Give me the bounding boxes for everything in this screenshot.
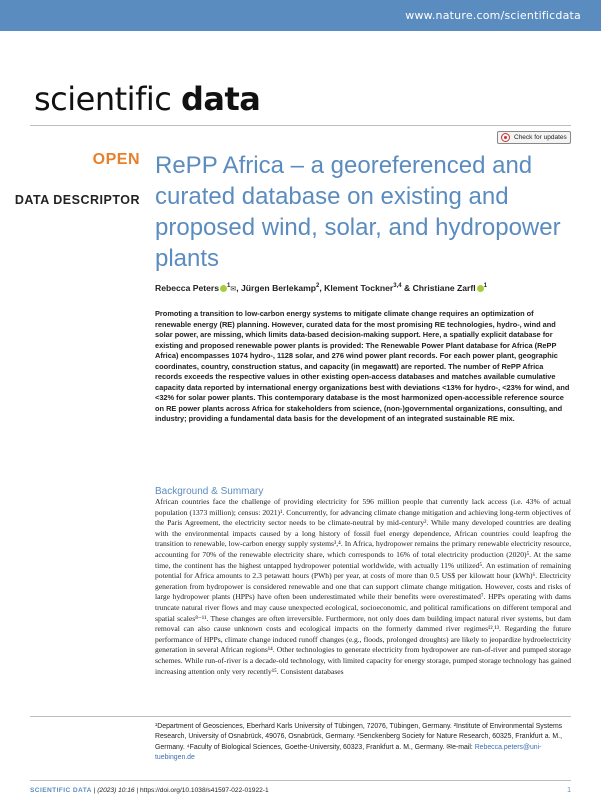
author (241, 283, 324, 293)
author-separator: & (401, 283, 413, 293)
journal-masthead (34, 80, 260, 118)
author-separator: , (319, 283, 325, 293)
check-for-updates-label: Check for updates (514, 134, 567, 141)
corresponding-email-link[interactable]: Rebecca.peters@uni-tuebingen.de (155, 743, 542, 761)
check-for-updates-button[interactable] (497, 131, 571, 144)
author-affiliation-number: 3,4 (393, 283, 402, 290)
open-access-label: OPEN (92, 151, 140, 168)
author-separator: , (236, 283, 242, 293)
author (155, 283, 241, 293)
author-name: Christiane Zarfl (412, 283, 476, 293)
affiliations (155, 722, 571, 763)
orcid-icon[interactable] (477, 285, 484, 292)
author-name: Jürgen Berlekamp (241, 283, 317, 293)
footer-doi-link[interactable]: | https://doi.org/10.1038/s41597-022-01922-1 (134, 787, 269, 794)
author (324, 283, 412, 293)
article-type-label: DATA DESCRIPTOR (14, 193, 140, 207)
envelope-icon[interactable]: ✉ (230, 286, 237, 293)
author-affiliation-number: 1 (227, 283, 231, 290)
crossmark-icon (501, 133, 510, 142)
orcid-icon[interactable] (220, 285, 227, 292)
section-heading: Background & Summary (155, 486, 264, 497)
author (413, 283, 487, 293)
footer-citation (30, 787, 269, 794)
affiliations-text: ¹Department of Geosciences, Eberhard Karls University of Tübingen, 72076, Tübingen, Germany. ²Institute of Environmental Systems Research, University of Osnabrück, 49076, Osnabrück, Germany. ³Senckenberg Society for Nature Research, 60325, Frankfurt a. M., Germany. ⁴Faculty of Biological Sciences, Goethe-University, 60323, Frankfurt a. M., Germany. ✉e-mail: (155, 723, 563, 751)
author-name: Klement Tockner (324, 283, 394, 293)
author-affiliation-number: 2 (316, 283, 320, 290)
page-number: 1 (567, 787, 571, 794)
abstract: Promoting a transition to low-carbon energy systems to mitigate climate change requires an optimization of renewable energy (RE) planning. However, curated data for the most promising RE technologies, hydro-, wind and solar power, are missing, which limits data-based decision-making support. Here, a spatially explicit database for existing and proposed renewable power plants is provided: The Renewable Power Plant database for Africa (RePP Africa) encompasses 1074 hydro-, 1128 solar, and 276 wind power plant records. For each power plant, geographic coordinates, country, construction status, and capacity (in megawatt) are reported. The number of RePP Africa records exceeds the respective values in other existing open-access databases and matches available cumulative capacity data reported by international energy organizations best with deviations <13% for hydro-, <23% for wind, and <32% for solar power plants. This contemporary database is the most harmonized open-accessible reference source on RE power plants across Africa for stakeholders from science, (non-)governmental organizations, consulting, and industry; providing a fundamental data basis for the development of an integrated sustainable RE mix. (155, 309, 570, 424)
top-banner (0, 0, 601, 31)
footer-volume: (2023) 10:16 (97, 787, 135, 794)
masthead-divider (30, 125, 571, 126)
footer-separator: | (91, 787, 98, 794)
author-affiliation-number: 1 (483, 283, 487, 290)
footer-journal: SCIENTIFIC DATA (30, 787, 92, 794)
author-list (155, 283, 575, 293)
affiliation-divider (30, 716, 571, 717)
journal-url-link[interactable]: www.nature.com/scientificdata (405, 9, 581, 22)
body-paragraph: African countries face the challenge of providing electricity for 596 million people that currently lack access (i.e. 43% of actual population (1373 million); census: 2021)¹. Concurrently, for advancing climate change mitigation and achieving long-term objectives of the Paris Agreement, the electricity sector needs to be climate-neutral by mid-century². While many developed countries are dealing with the environmental impacts caused by a long history of fossil fuel energy dependence, African countries could leapfrog the transition to renewable, low-carbon energy supply systems³,⁴. In Africa, hydropower remains the primary renewable electricity resource, accounting for 70% of the renewable electricity share, which corresponds to 16% of total electricity production (2020)⁵. At the same time, the continent has the highest untapped hydropower potential worldwide, with actually 11% utilized⁵. An estimation of remaining potential for Africa amounts to 2.3 petawatt hours (PWh) per year, at costs of more than 0.5 US$ per kilowatt hour (kWh)⁶. Electricity generation from hydropower is considered renewable and one that can support climate change mitigation. However, costs and risks of large hydropower plants (HPPs) have often been underestimated while their benefits were overestimated⁷. HPPs operating with dams truncate natural river flows and may cause unexpected ecological, socioeconomic, and political ramifications on different temporal and spatial scales⁸⁻¹¹. These changes are often irreversible. Furthermore, not only does dam building impact natural river systems, but dam removal can also cause unknown costs and ecological impacts on the formerly dammed river regimes¹²,¹³. Regarding the future performance of HPPs, climate change induced runoff changes (e.g., floods, prolonged droughts) are likely to jeopardize hydroelectricity generation in several African regions¹⁴. Other technologies to generate electricity from hydropower are run-of-river and pumped storage schemes. While run-of-river is a decade-old technology, with limited capacity for energy storage, pumped storage technology has gained increasing attention only very recently¹⁵. Consistent databases (155, 497, 571, 676)
footer-divider (30, 780, 571, 781)
author-name: Rebecca Peters (155, 283, 220, 293)
journal-name-bold: data (180, 80, 261, 118)
journal-name-light: scientific (34, 80, 181, 118)
article-title: RePP Africa – a georeferenced and curated database on existing and proposed wind, solar, and hydropower plants (155, 152, 561, 272)
